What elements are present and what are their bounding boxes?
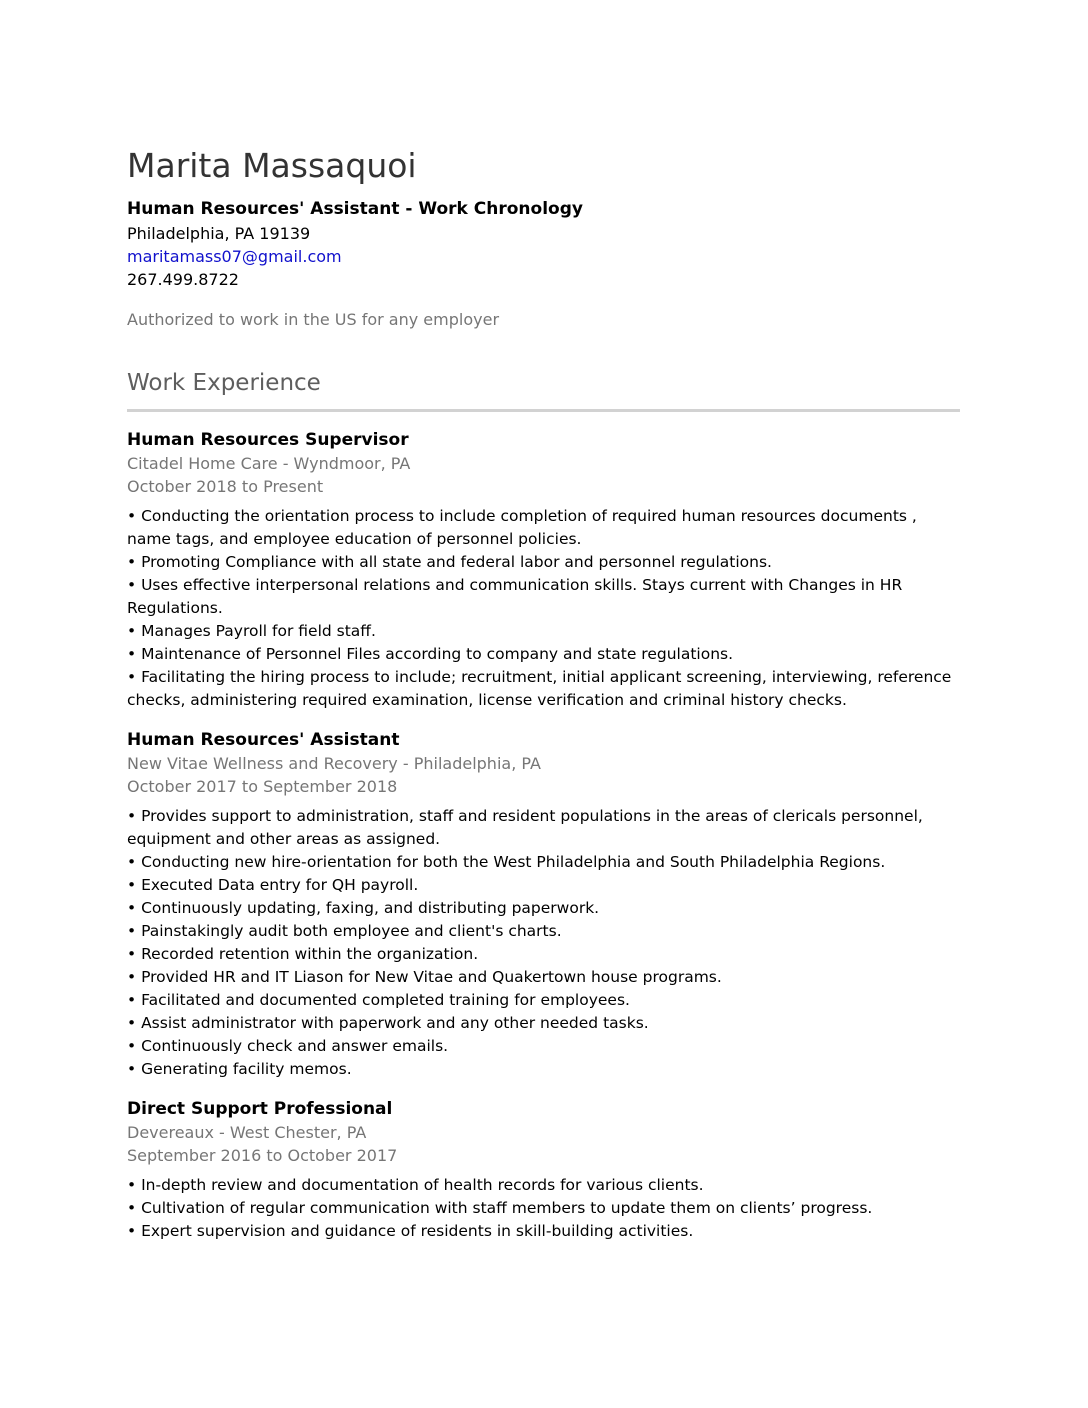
- job-dates: October 2018 to Present: [127, 477, 324, 497]
- job-bullet: • Provided HR and IT Liason for New Vitae and Quakertown house programs.: [127, 966, 960, 989]
- resume-document: [127, 146, 960, 1243]
- email-link[interactable]: maritamass07@gmail.com: [127, 246, 342, 266]
- job-bullet: • Manages Payroll for field staff.: [127, 620, 960, 643]
- job-dates: October 2017 to September 2018: [127, 777, 398, 797]
- job-title: Human Resources' Assistant: [127, 730, 400, 751]
- candidate-location: Philadelphia, PA 19139: [127, 223, 311, 243]
- job-bullet-list: [127, 1174, 960, 1243]
- job-dates: September 2016 to October 2017: [127, 1146, 398, 1166]
- job-bullet-list: [127, 805, 960, 1081]
- job-bullet: • Painstakingly audit both employee and client's charts.: [127, 920, 960, 943]
- job-entry: [127, 1097, 960, 1243]
- job-list: [127, 428, 960, 1243]
- job-entry: [127, 728, 960, 1081]
- job-bullet: • Provides support to administration, staff and resident populations in the areas of clericals personnel, equipment and other areas as assigned.: [127, 805, 960, 851]
- section-title-work-experience: Work Experience: [127, 370, 960, 412]
- job-bullet: • Maintenance of Personnel Files according to company and state regulations.: [127, 643, 960, 666]
- job-company-location: Devereaux - West Chester, PA: [127, 1123, 367, 1143]
- job-bullet: • Conducting new hire-orientation for both the West Philadelphia and South Philadelphia Regions.: [127, 851, 960, 874]
- job-company-location: Citadel Home Care - Wyndmoor, PA: [127, 454, 411, 474]
- job-bullet: • Recorded retention within the organization.: [127, 943, 960, 966]
- job-bullet: • Continuously updating, faxing, and distributing paperwork.: [127, 897, 960, 920]
- job-bullet: • Generating facility memos.: [127, 1058, 960, 1081]
- job-bullet: • Cultivation of regular communication with staff members to update them on clients’ progress.: [127, 1197, 960, 1220]
- job-bullet: • Expert supervision and guidance of residents in skill-building activities.: [127, 1220, 960, 1243]
- job-title: Human Resources Supervisor: [127, 430, 409, 451]
- job-bullet: • Facilitated and documented completed training for employees.: [127, 989, 960, 1012]
- job-bullet: • Promoting Compliance with all state and federal labor and personnel regulations.: [127, 551, 960, 574]
- candidate-phone: 267.499.8722: [127, 269, 239, 289]
- job-bullet: • Continuously check and answer emails.: [127, 1035, 960, 1058]
- work-authorization: Authorized to work in the US for any employer: [127, 309, 500, 329]
- job-bullet: • Executed Data entry for QH payroll.: [127, 874, 960, 897]
- job-bullet-list: [127, 505, 960, 712]
- candidate-name: Marita Massaquoi: [127, 146, 417, 185]
- job-bullet: • Conducting the orientation process to include completion of required human resources documents , name tags, and employee education of personnel policies.: [127, 505, 960, 551]
- job-company-location: New Vitae Wellness and Recovery - Philadelphia, PA: [127, 754, 541, 774]
- job-bullet: • Uses effective interpersonal relations and communication skills. Stays current with Changes in HR Regulations.: [127, 574, 960, 620]
- job-title: Direct Support Professional: [127, 1099, 393, 1120]
- job-bullet: • Assist administrator with paperwork and any other needed tasks.: [127, 1012, 960, 1035]
- contact-block: [127, 222, 960, 291]
- job-bullet: • Facilitating the hiring process to include; recruitment, initial applicant screening, interviewing, reference checks, administering required examination, license verification and criminal history checks.: [127, 666, 960, 712]
- job-entry: [127, 428, 960, 712]
- resume-title: Human Resources' Assistant - Work Chronology: [127, 198, 583, 219]
- job-bullet: • In-depth review and documentation of health records for various clients.: [127, 1174, 960, 1197]
